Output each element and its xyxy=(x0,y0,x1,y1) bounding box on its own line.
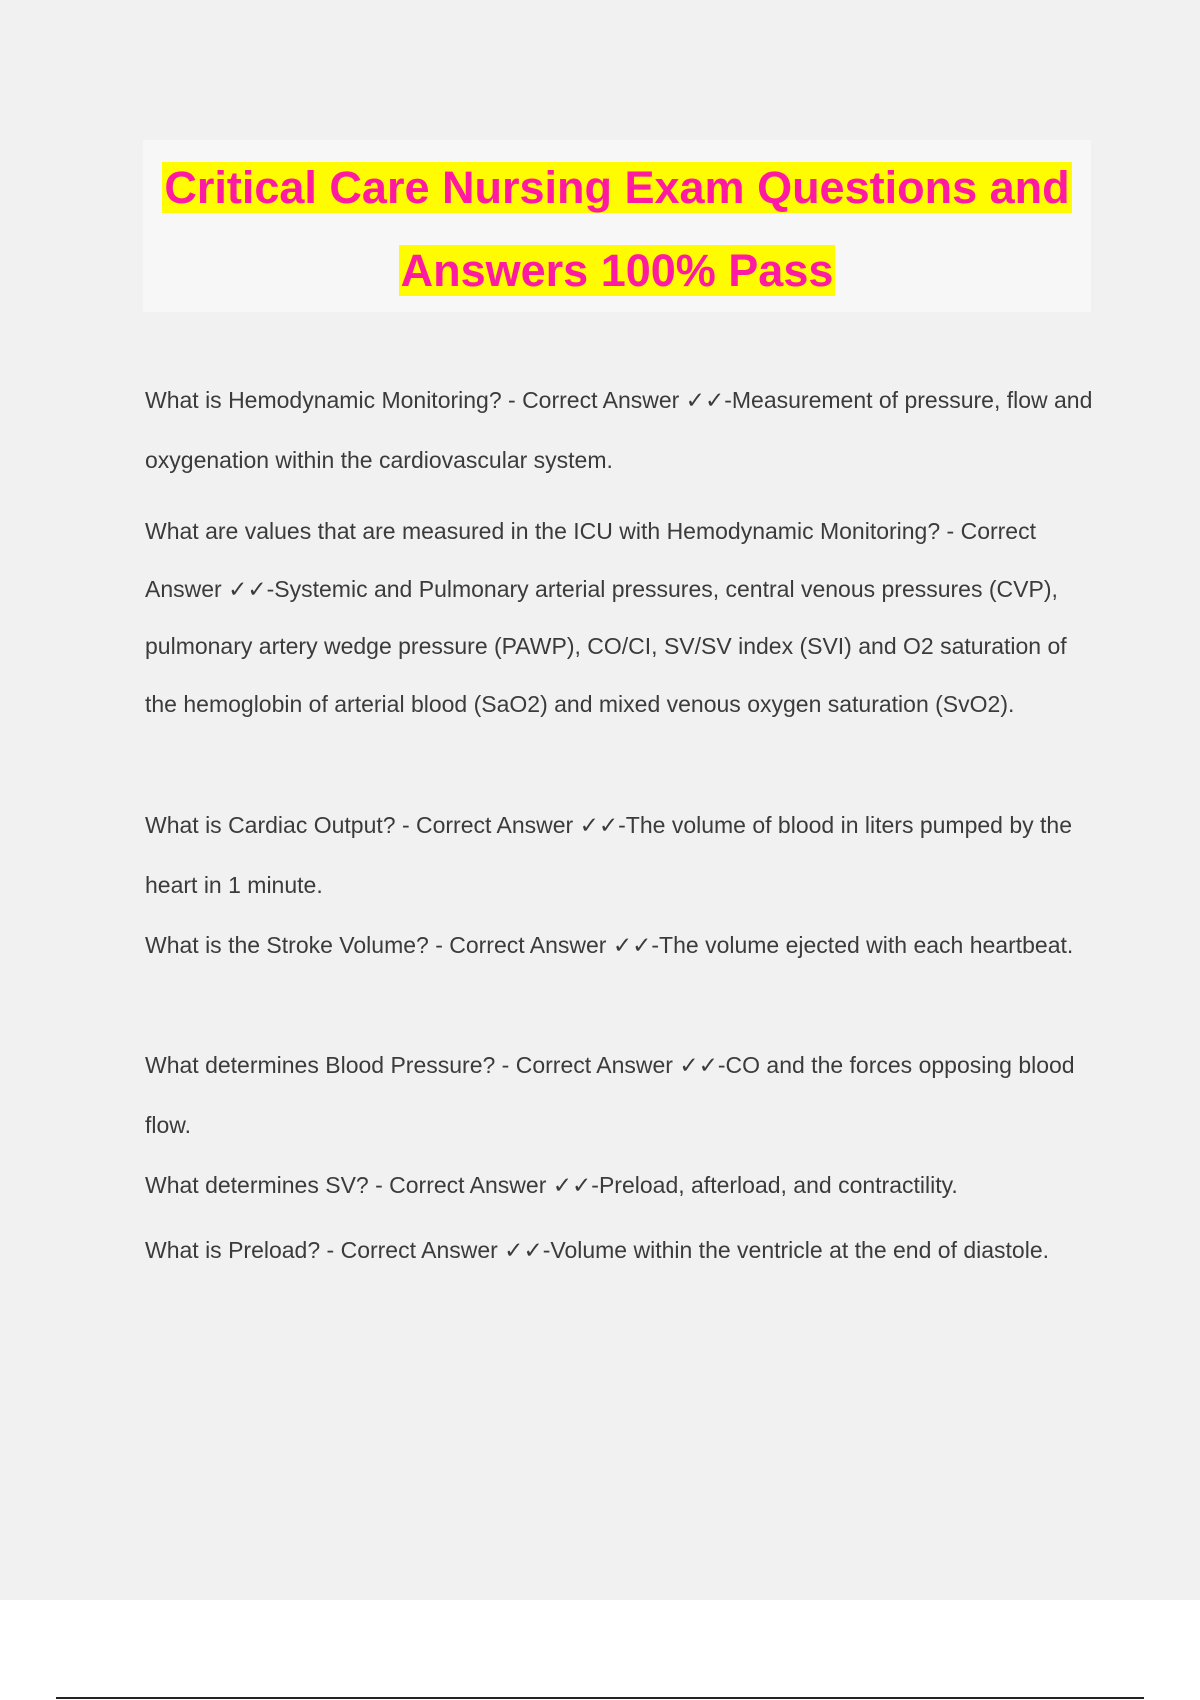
footer-divider xyxy=(56,1697,1144,1699)
qa-entry-cardiac-output: What is Cardiac Output? - Correct Answer ✓✓-The volume of blood in liters pumped by the heart in 1 minute. xyxy=(145,812,1072,898)
qa-entry-sv-determinants: What determines SV? - Correct Answer ✓✓-Preload, afterload, and contractility. xyxy=(145,1172,958,1198)
title-line-2: Answers 100% Pass xyxy=(400,245,834,296)
qa-entry-stroke-volume: What is the Stroke Volume? - Correct Answer ✓✓-The volume ejected with each heartbeat. xyxy=(145,932,1074,958)
qa-entry-preload: What is Preload? - Correct Answer ✓✓-Volume within the ventricle at the end of diastole. xyxy=(145,1237,1050,1263)
qa-entry-icu-values: What are values that are measured in the ICU with Hemodynamic Monitoring? - Correct Answer ✓✓-Systemic and Pulmonary arterial pressures, central venous pressures (CVP), pulmonary artery wedge pressure (PAWP), CO/CI, SV/SV index (SVI) and O2 saturation of the hemoglobin of arterial blood (SaO2) and mixed venous oxygen saturation (SvO2). xyxy=(145,518,1067,717)
page-title xyxy=(143,146,1091,312)
title-line-1: Critical Care Nursing Exam Questions and xyxy=(164,162,1070,213)
qa-entry-blood-pressure: What determines Blood Pressure? - Correct Answer ✓✓-CO and the forces opposing blood flow. xyxy=(145,1052,1075,1138)
qa-entry-hemodynamic-monitoring: What is Hemodynamic Monitoring? - Correct Answer ✓✓-Measurement of pressure, flow and oxygenation within the cardiovascular system. xyxy=(145,387,1093,473)
title-block xyxy=(143,140,1091,312)
